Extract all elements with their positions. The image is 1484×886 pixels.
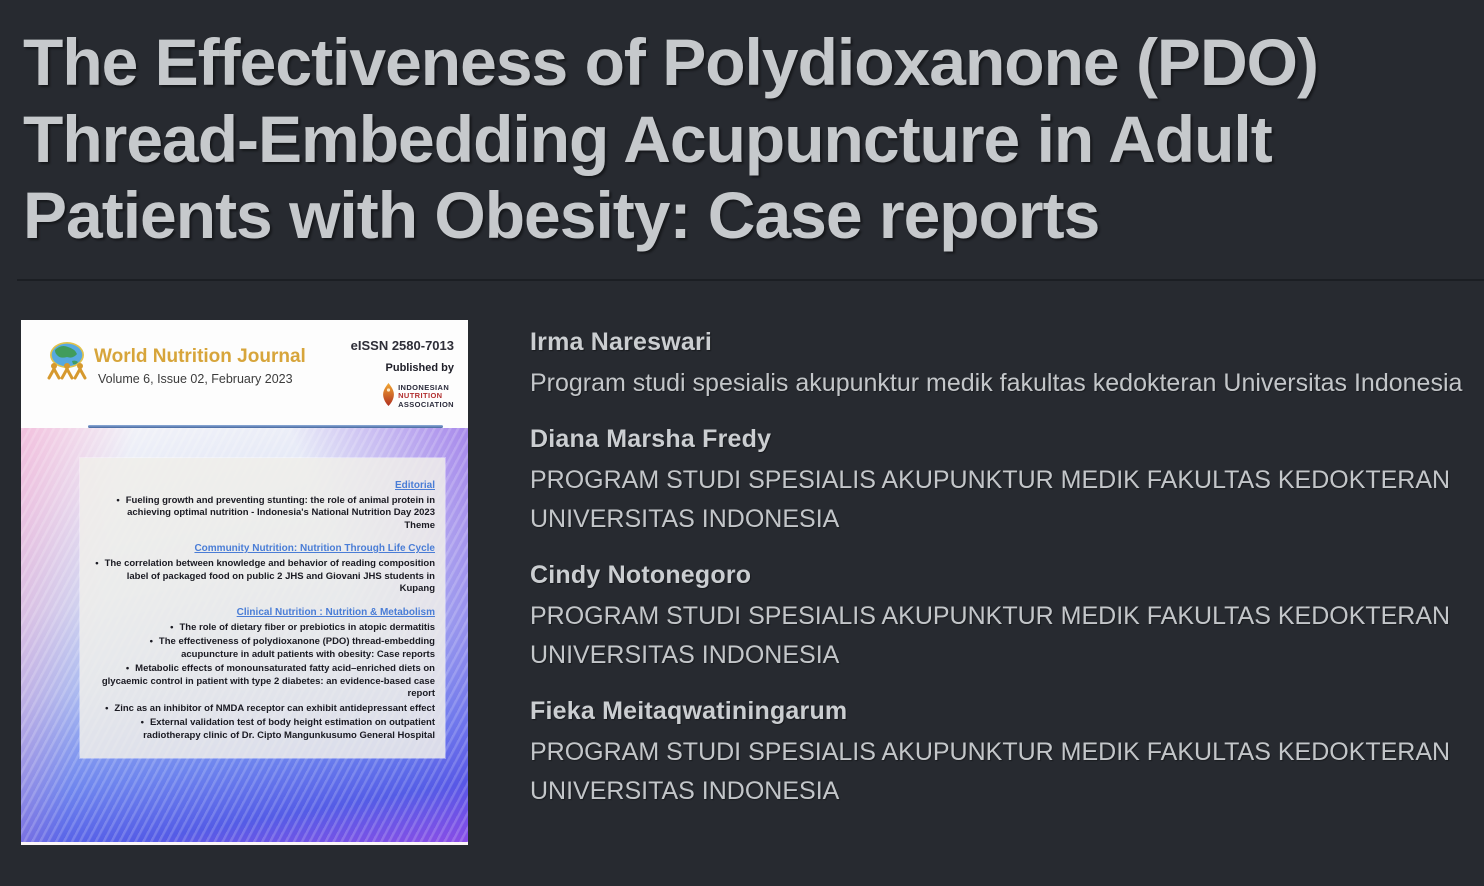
- author-name: Irma Nareswari: [530, 327, 713, 356]
- bullet-icon: •: [149, 636, 153, 648]
- cover-table-of-contents-panel: [80, 458, 445, 758]
- author-name: Cindy Notonegoro: [530, 560, 752, 589]
- author-block: [530, 425, 1470, 539]
- toc-item-text: Metabolic effects of monounsaturated fatty acid–enriched diets on glycaemic control in patient with type 2 diabetes: an evidence-based case report: [101, 663, 435, 700]
- author-list: [530, 320, 1470, 833]
- journal-globe-logo-icon: [45, 340, 89, 385]
- toc-item-text: Fueling growth and preventing stunting: the role of animal protein in achieving optimal nutrition - Indonesia's National Nutrition Day 2023 Theme: [125, 494, 435, 531]
- toc-item-text: Zinc as an inhibitor of NMDA receptor can exhibit antidepressant effect: [114, 702, 435, 714]
- toc-item-text: External validation test of body height estimation on outpatient radiotherapy clinic of Dr. Cipto Mangunkusumo General Hospital: [143, 717, 435, 741]
- cover-art-gradient: [21, 428, 468, 845]
- toc-item: [94, 622, 435, 635]
- toc-item: [94, 636, 435, 661]
- journal-issue-line: Volume 6, Issue 02, February 2023: [98, 371, 293, 386]
- journal-cover-image[interactable]: [21, 320, 468, 845]
- bullet-icon: •: [125, 663, 130, 675]
- toc-section-heading: Clinical Nutrition : Nutrition & Metabolism: [236, 606, 435, 618]
- toc-item: [94, 703, 435, 716]
- author-affiliation: Program studi spesialis akupunktur medik fakultas kedokteran Universitas Indonesia: [530, 368, 1463, 397]
- toc-item: [94, 717, 435, 742]
- author-affiliation: PROGRAM STUDI SPESIALIS AKUPUNKTUR MEDIK FAKULTAS KEDOKTERAN UNIVERSITAS INDONESIA: [530, 465, 1451, 533]
- journal-brand: [45, 340, 306, 425]
- author-block: [530, 328, 1470, 403]
- bullet-icon: •: [105, 702, 109, 714]
- bullet-icon: •: [95, 558, 99, 570]
- publisher-name-line2: NUTRITION: [398, 391, 443, 401]
- toc-section-heading: Editorial: [394, 479, 435, 491]
- author-affiliation: PROGRAM STUDI SPESIALIS AKUPUNKTUR MEDIK FAKULTAS KEDOKTERAN UNIVERSITAS INDONESIA: [530, 601, 1451, 669]
- publisher-logo: [351, 383, 454, 411]
- journal-brand-text: [94, 346, 306, 386]
- article-page: [0, 24, 1484, 845]
- toc-item: [94, 663, 435, 701]
- publisher-block: [351, 334, 454, 425]
- bullet-icon: •: [170, 621, 174, 633]
- published-by-label: Published by: [385, 361, 454, 374]
- journal-eissn: eISSN 2580-7013: [350, 337, 454, 353]
- author-name: Diana Marsha Fredy: [530, 424, 772, 453]
- publisher-name-line1: INDONESIAN: [398, 382, 450, 392]
- author-name: Fieka Meitaqwatiningarum: [530, 696, 848, 725]
- cover-header: [21, 320, 468, 425]
- toc-item-text: The effectiveness of polydioxanone (PDO) thread-embedding acupuncture in adult patients with obesity: Case reports: [158, 636, 435, 660]
- toc-section-heading: Community Nutrition: Nutrition Through Life Cycle: [194, 543, 435, 555]
- toc-item: [94, 495, 435, 533]
- toc-item-text: The role of dietary fiber or prebiotics in atopic dermatitis: [179, 621, 435, 633]
- publisher-flame-logo-icon: [381, 383, 396, 411]
- article-title: The Effectiveness of Polydioxanone (PDO) Thread-Embedding Acupuncture in Adult Patients with Obesity: Case reports: [23, 25, 1318, 253]
- title-divider: [17, 279, 1484, 281]
- author-block: [530, 561, 1470, 675]
- author-block: [530, 697, 1470, 811]
- toc-item-text: The correlation between knowledge and behavior of reading composition label of packaged food on public 2 JHS and Giovani JHS students in Kupang: [104, 558, 435, 595]
- journal-name: World Nutrition Journal: [94, 345, 306, 367]
- toc-item: [94, 558, 435, 596]
- publisher-name: [398, 384, 454, 410]
- bullet-icon: •: [116, 494, 120, 506]
- bullet-icon: •: [140, 717, 144, 729]
- publisher-name-line3: ASSOCIATION: [398, 399, 454, 409]
- content-row: [0, 320, 1484, 845]
- author-affiliation: PROGRAM STUDI SPESIALIS AKUPUNKTUR MEDIK FAKULTAS KEDOKTERAN UNIVERSITAS INDONESIA: [530, 737, 1451, 805]
